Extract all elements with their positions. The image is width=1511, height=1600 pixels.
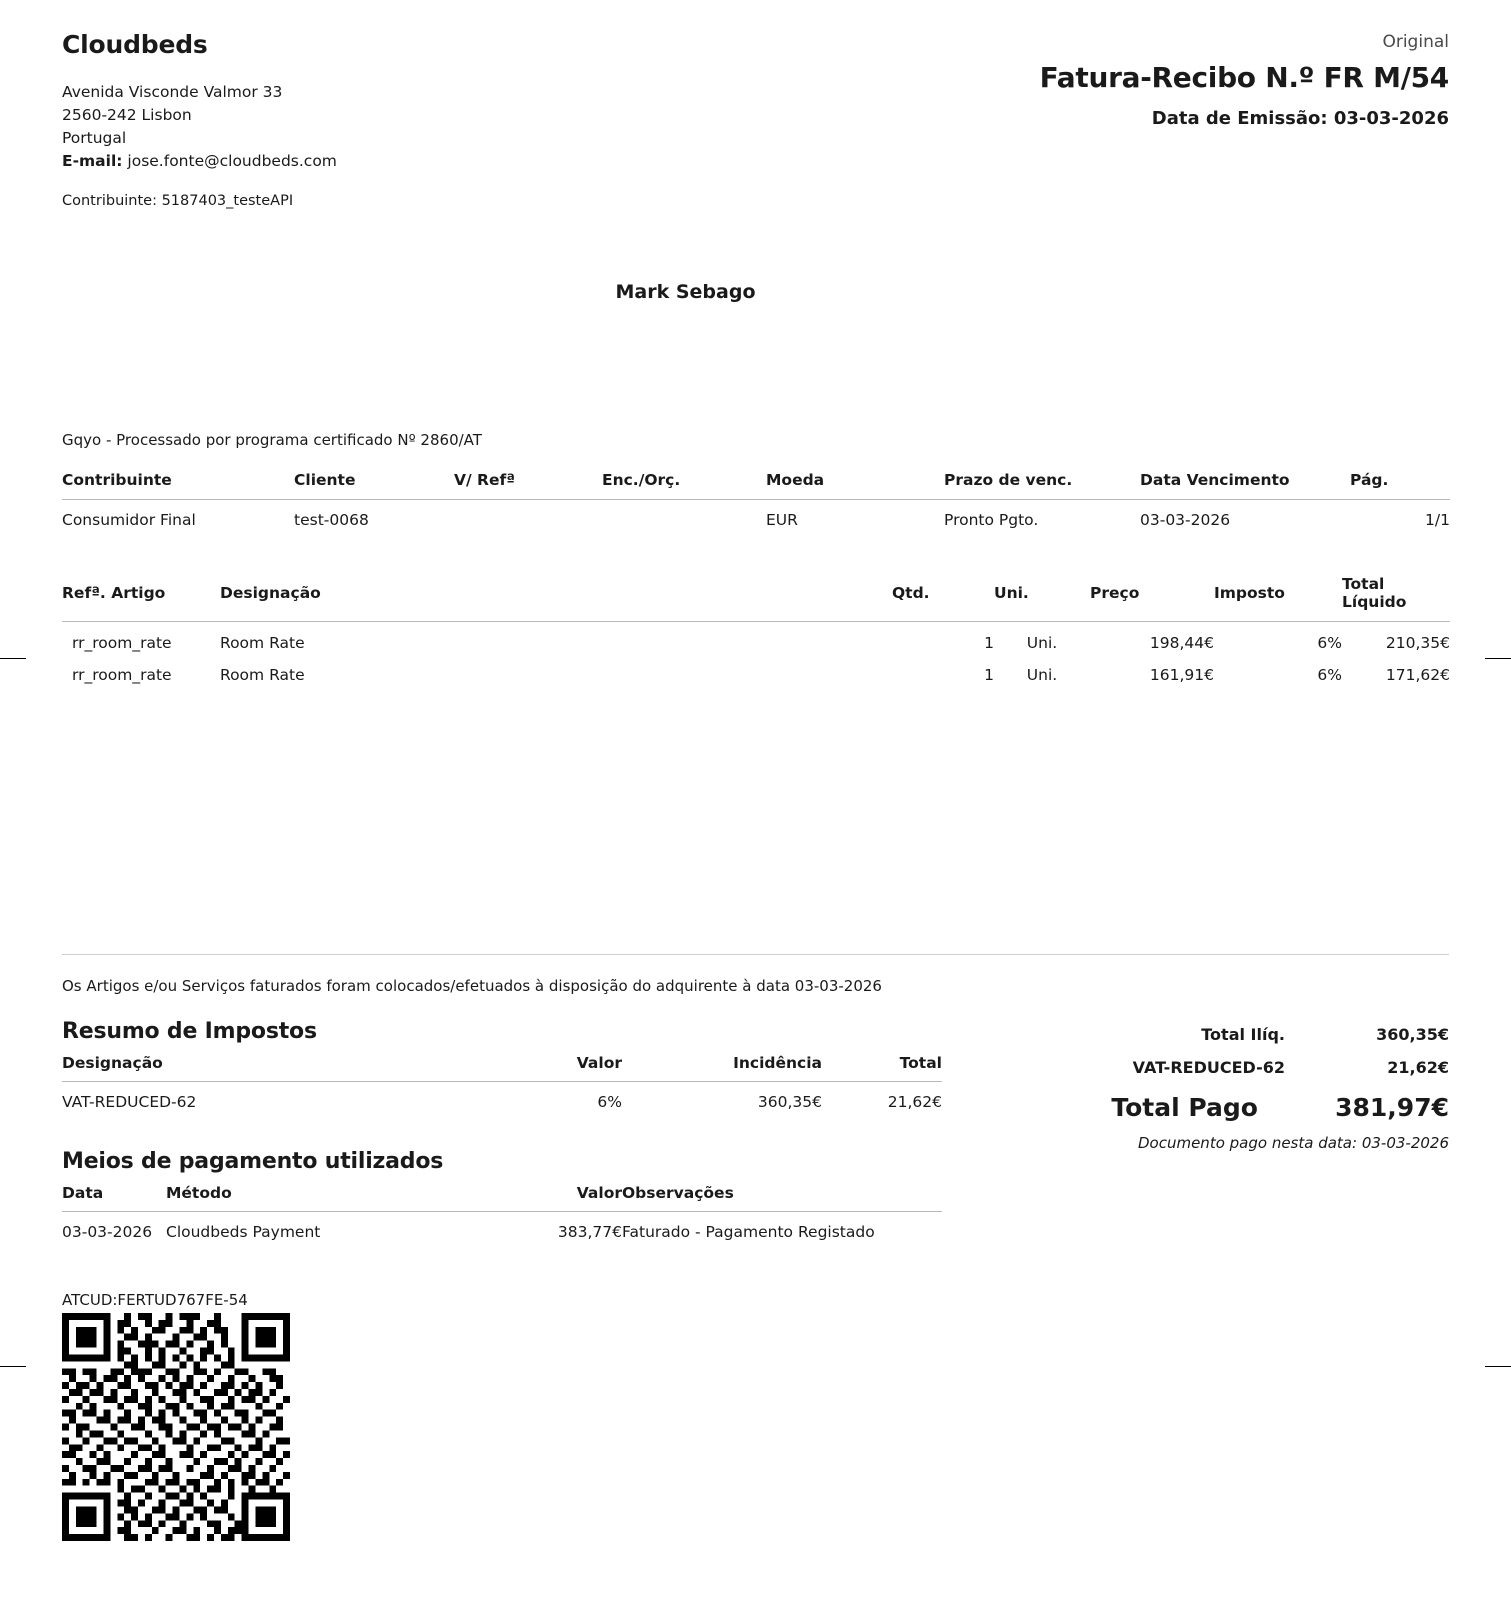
tax-summary-table (62, 1054, 942, 1115)
table-header-row (62, 471, 1450, 500)
item-price: 198,44€ (1149, 634, 1214, 652)
item-ref: rr_room_rate (72, 634, 172, 652)
col-payment-method: Método (166, 1184, 446, 1212)
col-item-qty: Qtd. (892, 575, 994, 622)
document-header (62, 30, 1449, 209)
qr-code (62, 1313, 290, 1541)
total-paid-label: Total Pago (1111, 1093, 1258, 1122)
payments-title: Meios de pagamento utilizados (62, 1149, 444, 1174)
atcud-block (62, 1291, 967, 1545)
client-name: Mark Sebago (615, 281, 756, 303)
col-prazo-venc: Prazo de venc. (944, 471, 1140, 500)
item-designation: Room Rate (220, 634, 305, 652)
table-row (62, 654, 1450, 686)
col-enc-orc: Enc./Orç. (602, 471, 766, 500)
item-net-total: 210,35€ (1385, 634, 1450, 652)
payment-amount: 383,77€ (557, 1223, 622, 1241)
item-tax: 6% (1317, 634, 1342, 652)
company-email-label: E-mail: (62, 152, 123, 170)
item-unit: Uni. (1026, 634, 1058, 652)
item-unit: Uni. (1026, 666, 1058, 684)
total-paid-row (1019, 1093, 1449, 1122)
document-meta (1040, 30, 1449, 129)
item-ref: rr_room_rate (72, 666, 172, 684)
total-gross-row (1019, 1025, 1449, 1044)
crop-mark-left-top (0, 658, 26, 659)
col-contribuinte: Contribuinte (62, 471, 294, 500)
table-header-row (62, 1184, 942, 1212)
value-pagina: 1/1 (1425, 511, 1450, 529)
copy-type: Original (1382, 32, 1449, 52)
col-item-designation: Designação (220, 575, 892, 622)
payment-date: 03-03-2026 (62, 1223, 153, 1241)
table-header-row (62, 575, 1450, 622)
col-vref: V/ Refª (454, 471, 602, 500)
item-price: 161,91€ (1149, 666, 1214, 684)
company-address-line2: 2560-242 Lisbon (62, 106, 192, 124)
company-email: jose.fonte@cloudbeds.com (127, 152, 337, 170)
table-row (62, 1212, 942, 1246)
tax-designation: VAT-REDUCED-62 (62, 1093, 197, 1111)
summary-left (62, 1019, 967, 1545)
crop-mark-right-bottom (1485, 1366, 1511, 1367)
col-payment-amount: Valor (446, 1184, 622, 1212)
value-contribuinte: Consumidor Final (62, 511, 196, 529)
col-cliente: Cliente (294, 471, 454, 500)
item-qty: 1 (984, 666, 994, 684)
col-item-unit: Uni. (994, 575, 1090, 622)
company-taxpayer: Contribuinte: 5187403_testeAPI (62, 193, 294, 209)
table-row (62, 500, 1450, 536)
item-qty: 1 (984, 634, 994, 652)
col-tax-total: Total (822, 1054, 942, 1082)
item-designation: Room Rate (220, 666, 305, 684)
crop-mark-left-bottom (0, 1366, 26, 1367)
col-tax-rate: Valor (442, 1054, 622, 1082)
value-cliente: test-0068 (294, 511, 369, 529)
tax-rate: 6% (597, 1093, 622, 1111)
total-gross-label: Total Ilíq. (1201, 1025, 1285, 1044)
col-pagina: Pág. (1350, 471, 1450, 500)
issue-date: Data de Emissão: 03-03-2026 (1151, 108, 1449, 129)
value-moeda: EUR (766, 511, 798, 529)
tax-summary-title: Resumo de Impostos (62, 1019, 317, 1044)
payments-table (62, 1184, 942, 1245)
table-row (62, 1082, 942, 1116)
company-email-row (62, 150, 337, 173)
value-prazo-venc: Pronto Pgto. (944, 511, 1039, 529)
totals-block (1019, 1019, 1449, 1545)
total-vat-label: VAT-REDUCED-62 (1132, 1058, 1285, 1077)
total-vat-row (1019, 1058, 1449, 1077)
company-block (62, 30, 337, 209)
col-item-net-total: Total Líquido (1342, 575, 1450, 622)
item-net-total: 171,62€ (1385, 666, 1450, 684)
col-item-ref: Refª. Artigo (62, 575, 220, 622)
col-tax-designation: Designação (62, 1054, 442, 1082)
paid-date-note: Documento pago nesta data: 03-03-2026 (1137, 1134, 1449, 1152)
item-tax: 6% (1317, 666, 1342, 684)
line-items-table (62, 575, 1450, 686)
crop-mark-right-top (1485, 658, 1511, 659)
total-vat-value: 21,62€ (1387, 1058, 1449, 1077)
value-data-vencimento: 03-03-2026 (1140, 511, 1231, 529)
company-country: Portugal (62, 129, 127, 147)
certified-software-note: Gqyo - Processado por programa certificado Nº 2860/AT (62, 431, 482, 449)
tax-total: 21,62€ (887, 1093, 942, 1111)
col-item-price: Preço (1090, 575, 1214, 622)
col-tax-base: Incidência (622, 1054, 822, 1082)
table-row (62, 622, 1450, 655)
col-payment-notes: Observações (622, 1184, 942, 1212)
atcud-code: ATCUD:FERTUD767FE-54 (62, 1291, 248, 1309)
document-title: Fatura-Recibo N.º FR M/54 (1039, 61, 1449, 94)
company-address-line1: Avenida Visconde Valmor 33 (62, 83, 283, 101)
value-vref (454, 500, 602, 536)
summary-area (62, 1019, 1449, 1545)
payment-notes: Faturado - Pagamento Registado (622, 1223, 875, 1241)
total-paid-value: 381,97€ (1335, 1093, 1449, 1122)
col-payment-date: Data (62, 1184, 166, 1212)
value-enc-orc (602, 500, 766, 536)
client-block (62, 281, 1309, 303)
invoice-info-table (62, 471, 1450, 535)
col-item-tax: Imposto (1214, 575, 1342, 622)
table-header-row (62, 1054, 942, 1082)
disposition-note: Os Artigos e/ou Serviços faturados foram colocados/efetuados à disposição do adquirente à data 03-03-2026 (62, 954, 1449, 995)
payment-method: Cloudbeds Payment (166, 1223, 321, 1241)
total-gross-value: 360,35€ (1376, 1025, 1449, 1044)
company-name: Cloudbeds (62, 30, 208, 59)
tax-base: 360,35€ (757, 1093, 822, 1111)
col-moeda: Moeda (766, 471, 944, 500)
col-data-vencimento: Data Vencimento (1140, 471, 1350, 500)
